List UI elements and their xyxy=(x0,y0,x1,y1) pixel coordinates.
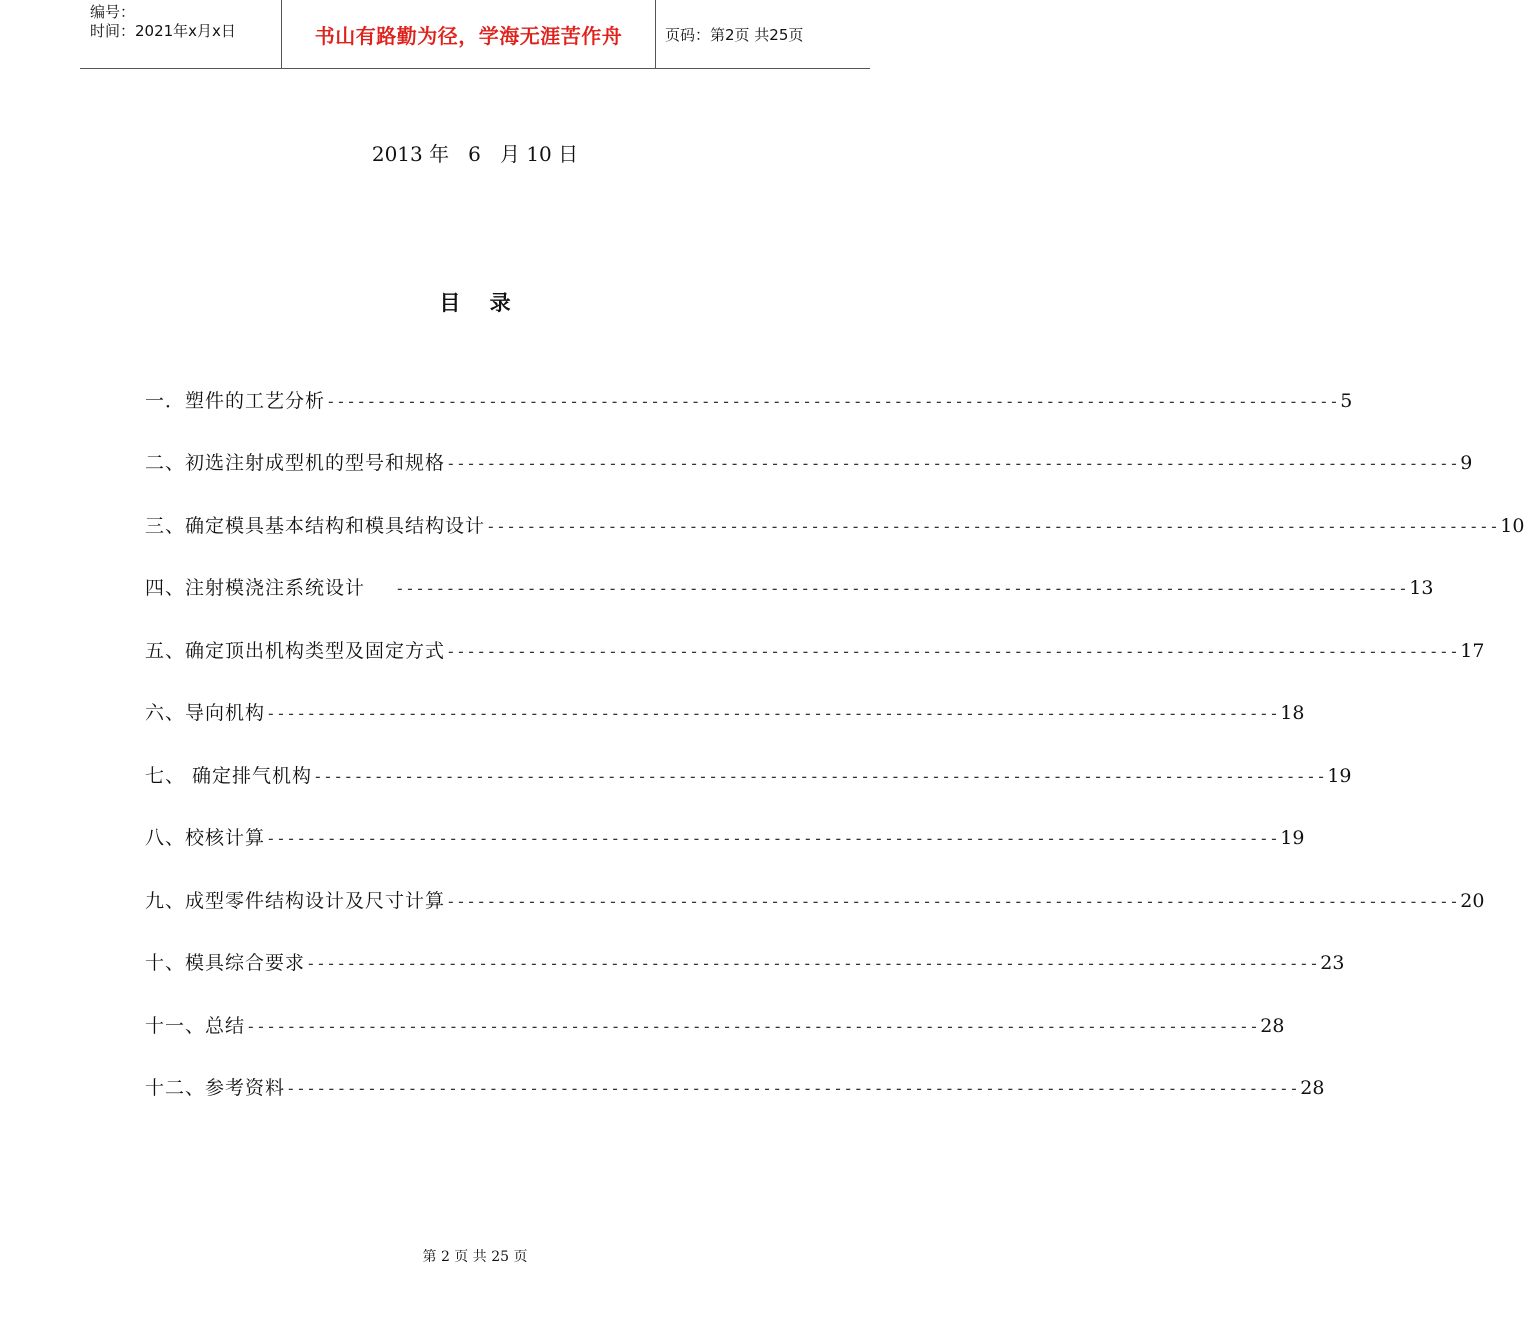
toc-leader: ---------------------------------------------------------------------------------------------------- xyxy=(326,392,1340,411)
toc-item[interactable] xyxy=(145,1073,1325,1103)
toc-leader: ---------------------------------------------------------------------------------------------------- xyxy=(446,892,1460,911)
toc-leader: ---------------------------------------------------------------------------------------------------- xyxy=(286,1079,1300,1098)
toc-item-label: 十一、总结 xyxy=(145,1015,246,1037)
header-page-info: 页码：第2页 共25页 xyxy=(665,25,804,44)
toc-item[interactable] xyxy=(145,636,1485,666)
toc-item-label: 十、模具综合要求 xyxy=(145,952,306,974)
toc-item-page: 13 xyxy=(1409,577,1434,599)
toc-title: 目 录 xyxy=(439,291,511,315)
document-number-label: 编号： xyxy=(90,3,136,21)
toc-item[interactable] xyxy=(145,1011,1285,1041)
toc-item-label: 九、成型零件结构设计及尺寸计算 xyxy=(145,890,446,912)
toc-item-label: 一．塑件的工艺分析 xyxy=(145,390,326,412)
header-motto xyxy=(282,0,655,68)
toc-item-label: 五、确定顶出机构类型及固定方式 xyxy=(145,640,446,662)
toc-item-label: 六、导向机构 xyxy=(145,702,266,724)
toc-item[interactable] xyxy=(145,698,1305,728)
toc-leader: ---------------------------------------------------------------------------------------------------- xyxy=(486,517,1500,536)
toc-item[interactable] xyxy=(145,573,1434,603)
toc-item-page: 19 xyxy=(1327,765,1352,787)
toc-item-page: 28 xyxy=(1260,1015,1285,1037)
toc-item-page: 10 xyxy=(1500,515,1524,537)
toc-item[interactable] xyxy=(145,511,1524,541)
toc-item-label: 八、校核计算 xyxy=(145,827,266,849)
toc-leader: ---------------------------------------------------------------------------------------------------- xyxy=(446,642,1460,661)
toc-item[interactable] xyxy=(145,761,1352,791)
toc-item-page: 18 xyxy=(1280,702,1305,724)
motto-text: 书山有路勤为径，学海无涯苦作舟 xyxy=(314,23,623,48)
document-date: 2013 年 6 月 10 日 xyxy=(371,142,579,166)
toc-item-page: 28 xyxy=(1300,1077,1325,1099)
toc-item[interactable] xyxy=(145,886,1485,916)
toc-item-label: 二、初选注射成型机的型号和规格 xyxy=(145,452,446,474)
toc-item-label: 十二、参考资料 xyxy=(145,1077,286,1099)
toc-item[interactable] xyxy=(145,448,1473,478)
toc-item-label: 三、确定模具基本结构和模具结构设计 xyxy=(145,515,486,537)
toc-item-label: 七、 确定排气机构 xyxy=(145,765,313,787)
toc-item[interactable] xyxy=(145,386,1353,416)
toc-leader: ---------------------------------------------------------------------------------------------------- xyxy=(306,954,1320,973)
document-time-label: 时间：2021年x月x日 xyxy=(90,22,236,40)
toc-item-page: 9 xyxy=(1460,452,1473,474)
toc-item-page: 23 xyxy=(1320,952,1345,974)
toc-item-page: 17 xyxy=(1460,640,1485,662)
header-divider xyxy=(655,0,656,68)
toc-item[interactable] xyxy=(145,948,1345,978)
toc-item-page: 5 xyxy=(1340,390,1353,412)
toc-item[interactable] xyxy=(145,823,1305,853)
toc-leader: ---------------------------------------------------------------------------------------------------- xyxy=(246,1017,1260,1036)
page-footer: 第 2 页 共 25 页 xyxy=(422,1249,528,1265)
toc-item-label: 四、注射模浇注系统设计 xyxy=(145,577,366,599)
toc-item-page: 20 xyxy=(1460,890,1485,912)
toc-leader: ---------------------------------------------------------------------------------------------------- xyxy=(446,454,1460,473)
toc-leader: ---------------------------------------------------------------------------------------------------- xyxy=(313,767,1327,786)
toc-leader: ---------------------------------------------------------------------------------------------------- xyxy=(395,579,1409,598)
header-meta xyxy=(90,0,280,68)
toc-leader: ---------------------------------------------------------------------------------------------------- xyxy=(266,829,1280,848)
page-header xyxy=(80,0,870,69)
toc-leader: ---------------------------------------------------------------------------------------------------- xyxy=(266,704,1280,723)
toc-item-page: 19 xyxy=(1280,827,1305,849)
